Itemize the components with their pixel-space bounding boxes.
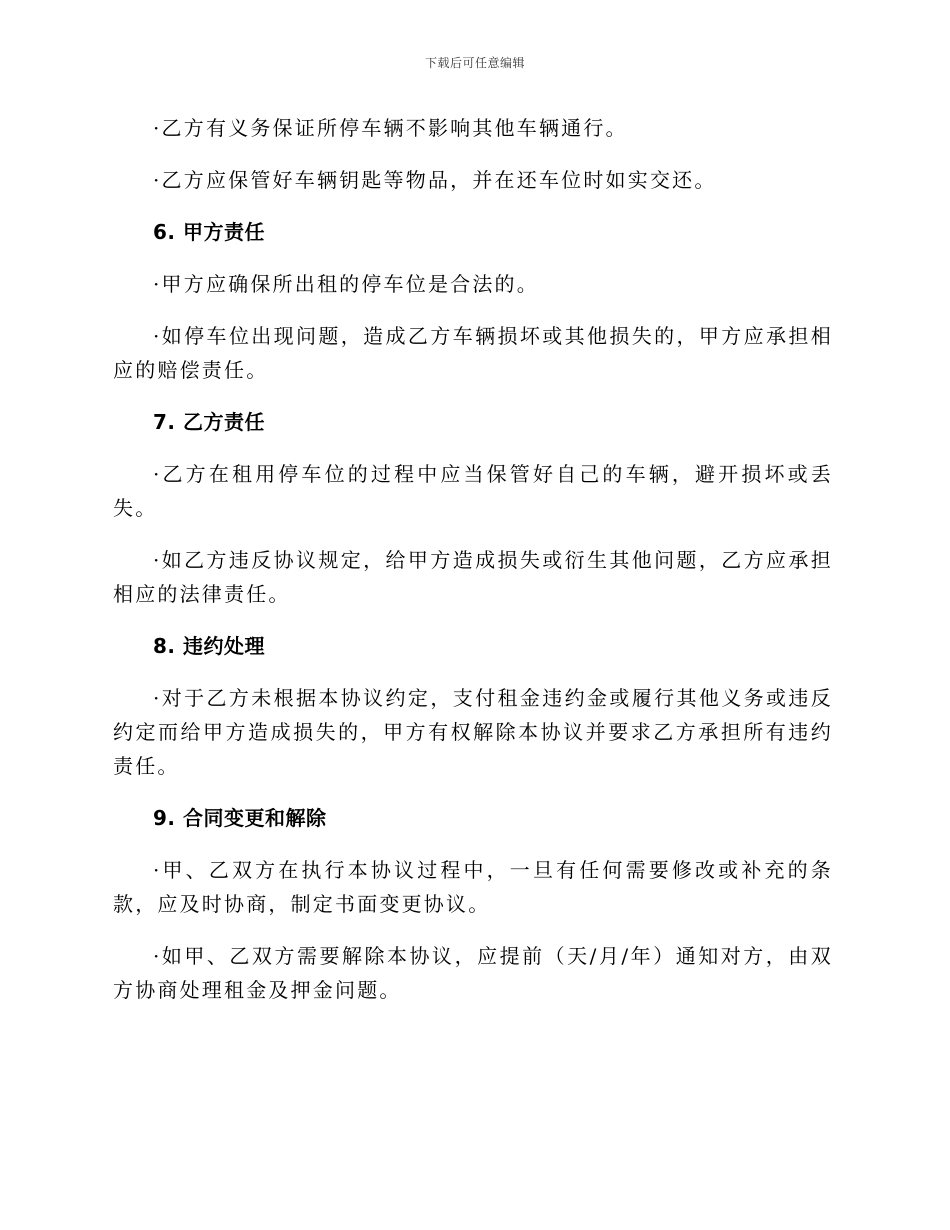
document-body (113, 111, 833, 1007)
section-heading-party-a-responsibility: 6. 甲方责任 (153, 220, 265, 244)
section-heading-party-b-responsibility: 7. 乙方责任 (153, 410, 265, 434)
paragraph-contract-amend: ·甲、乙双方在执行本协议过程中，一旦有任何需要修改或补充的条款，应及时协商，制定书面变更协议。 (113, 858, 833, 916)
paragraph-party-a-compensation: ·如停车位出现问题，造成乙方车辆损坏或其他损失的，甲方应承担相应的赔偿责任。 (113, 324, 833, 382)
paragraph-breach-terms: ·对于乙方未根据本协议约定，支付租金违约金或履行其他义务或违反约定而给甲方造成损失的，甲方有权解除本协议并要求乙方承担所有违约责任。 (113, 686, 833, 778)
paragraph-obligation-no-block: ·乙方有义务保证所停车辆不影响其他车辆通行。 (153, 116, 628, 140)
header-note: 下载后可任意编辑 (424, 56, 525, 70)
paragraph-party-b-care: ·乙方在租用停车位的过程中应当保管好自己的车辆，避开损坏或丢失。 (113, 462, 833, 520)
section-heading-contract-change: 9. 合同变更和解除 (153, 806, 327, 830)
paragraph-party-b-liability: ·如乙方违反协议规定，给甲方造成损失或衍生其他问题，乙方应承担相应的法律责任。 (113, 548, 833, 606)
section-heading-breach: 8. 违约处理 (153, 634, 265, 658)
paragraph-contract-terminate: ·如甲、乙双方需要解除本协议，应提前（天/月/年）通知对方，由双方协商处理租金及押金问题。 (113, 944, 833, 1002)
paragraph-party-a-legal: ·甲方应确保所出租的停车位是合法的。 (153, 272, 539, 296)
paragraph-obligation-keys: ·乙方应保管好车辆钥匙等物品，并在还车位时如实交还。 (153, 168, 717, 192)
